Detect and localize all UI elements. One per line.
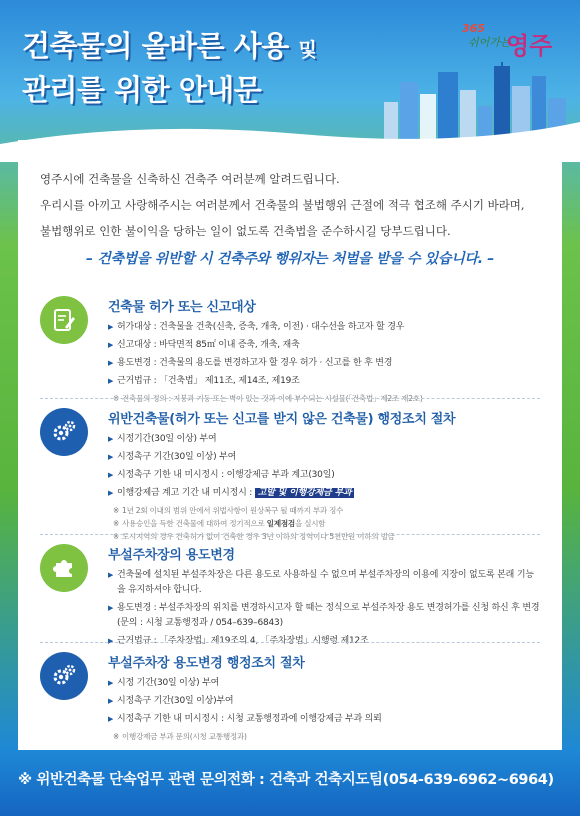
gears-icon (40, 652, 88, 700)
note: ※ 도시지역의 경우 건축허가 없이 건축한 경우 3년 이하의 징역이나 5천만원 이하의 벌금 (108, 530, 540, 543)
city-logo (462, 22, 562, 60)
list-item: ▶ 시정 기간(30일 이상) 부여 (108, 676, 540, 691)
warning-banner: – 건축법을 위반할 시 건축주와 행위자는 처벌을 받을 수 있습니다. – (86, 251, 494, 267)
gears-icon (40, 408, 88, 456)
document-pencil-icon (40, 296, 88, 344)
list-item: ▶ 이행강제금 계고 기간 내 미시정시 : 고발 및 이행강제금 부과 (108, 486, 540, 501)
list-item: ▶ 시정촉구 기한 내 미시정시 : 이행강제금 부과 계고(30일) (108, 468, 540, 483)
highlight-badge: 고발 및 이행강제금 부과 (255, 488, 355, 498)
list-item: ▶ 시정촉구 기간(30일 이상)부여 (108, 694, 540, 709)
list-item: ▶ 시정촉구 기한 내 미시정시 : 시청 교통행정과에 이행강제금 부과 의뢰 (108, 712, 540, 727)
note: ※ 1년 2회 이내의 범위 안에서 위법사항이 원상복구 될 때까지 부과 징수 (108, 504, 540, 517)
logo-subtitle: 쉬어가는 (468, 36, 511, 49)
divider (40, 398, 540, 399)
section-title: 건축물 허가 또는 신고대상 (108, 300, 256, 315)
divider (40, 642, 540, 643)
list-item: ▶ 용도변경 : 부설주차장의 위치를 변경하시고자 할 때는 정식으로 부설주차장 용도 변경허가를 신청 하신 후 변경 (문의 : 시청 교통행정과 / 054–639–6843) (108, 601, 540, 631)
list-item: ▶ 시정촉구 기간(30일 이상) 부여 (108, 450, 540, 465)
logo-name: 영주 (506, 32, 553, 60)
contact-footer: ※ 위반건축물 단속업무 관련 문의전화 : 건축과 건축지도팀(054-639-6962~6964) (18, 772, 554, 788)
note: ※ 건축물의 정의 : 지붕과 기둥 또는 벽이 있는 것과 이에 부수되는 시설물(「건축법」제2조 제2호) (108, 392, 540, 405)
intro-text: 영주시에 건축물을 신축하신 건축주 여러분께 알려드립니다. 우리시를 아끼고 사랑해주시는 여러분께서 건축물의 불법행위 근절에 적극 협조해 주시기 바라며, 불법행위로 인한 불이익을 당하는 일이 없도록 건축법을 준수하시길 당부드립니다. (40, 172, 525, 238)
list-item: ▶ 근거법규 : 「주차장법」제19조의 4, 「주차장법」시행령 제12조 (108, 634, 540, 649)
list-item: ▶ 시정기간(30일 이상) 부여 (108, 432, 540, 447)
logo-number: 365 (462, 22, 485, 35)
list-item: ▶ 허가대상 : 건축물을 건축(신축, 증축, 개축, 이전) · 대수선을 하고자 할 경우 (108, 320, 540, 335)
section-title: 부설주차장 용도변경 행정조치 절차 (108, 656, 305, 671)
note: ※ 사용승인을 득한 건축물에 대하여 정기적으로 일제점검을 실시함 (108, 517, 540, 530)
list-item: ▶ 신고대상 : 바닥면적 85㎡ 이내 증축, 개축, 재축 (108, 338, 540, 353)
page-title: 건축물의 올바른 사용 및 관리를 위한 안내문 (22, 29, 317, 107)
note: ※ 이행강제금 부과 문의(시청 교통행정과) (108, 730, 540, 743)
divider (40, 534, 540, 535)
list-item: ▶ 건축물에 설치된 부설주차장은 다른 용도로 사용하실 수 없으며 부설주차장의 이용에 지장이 없도록 본래 기능을 유지하셔야 합니다. (108, 568, 540, 598)
section-title: 위반건축물(허가 또는 신고를 받지 않은 건축물) 행정조치 절차 (108, 412, 456, 427)
section-title: 부설주차장의 용도변경 (108, 548, 235, 563)
list-item: ▶ 근거법규 : 「건축법」 제11조, 제14조, 제19조 (108, 374, 540, 389)
list-item: ▶ 용도변경 : 건축물의 용도를 변경하고자 할 경우 허가 · 신고를 한 후 변경 (108, 356, 540, 371)
puzzle-icon (40, 544, 88, 592)
